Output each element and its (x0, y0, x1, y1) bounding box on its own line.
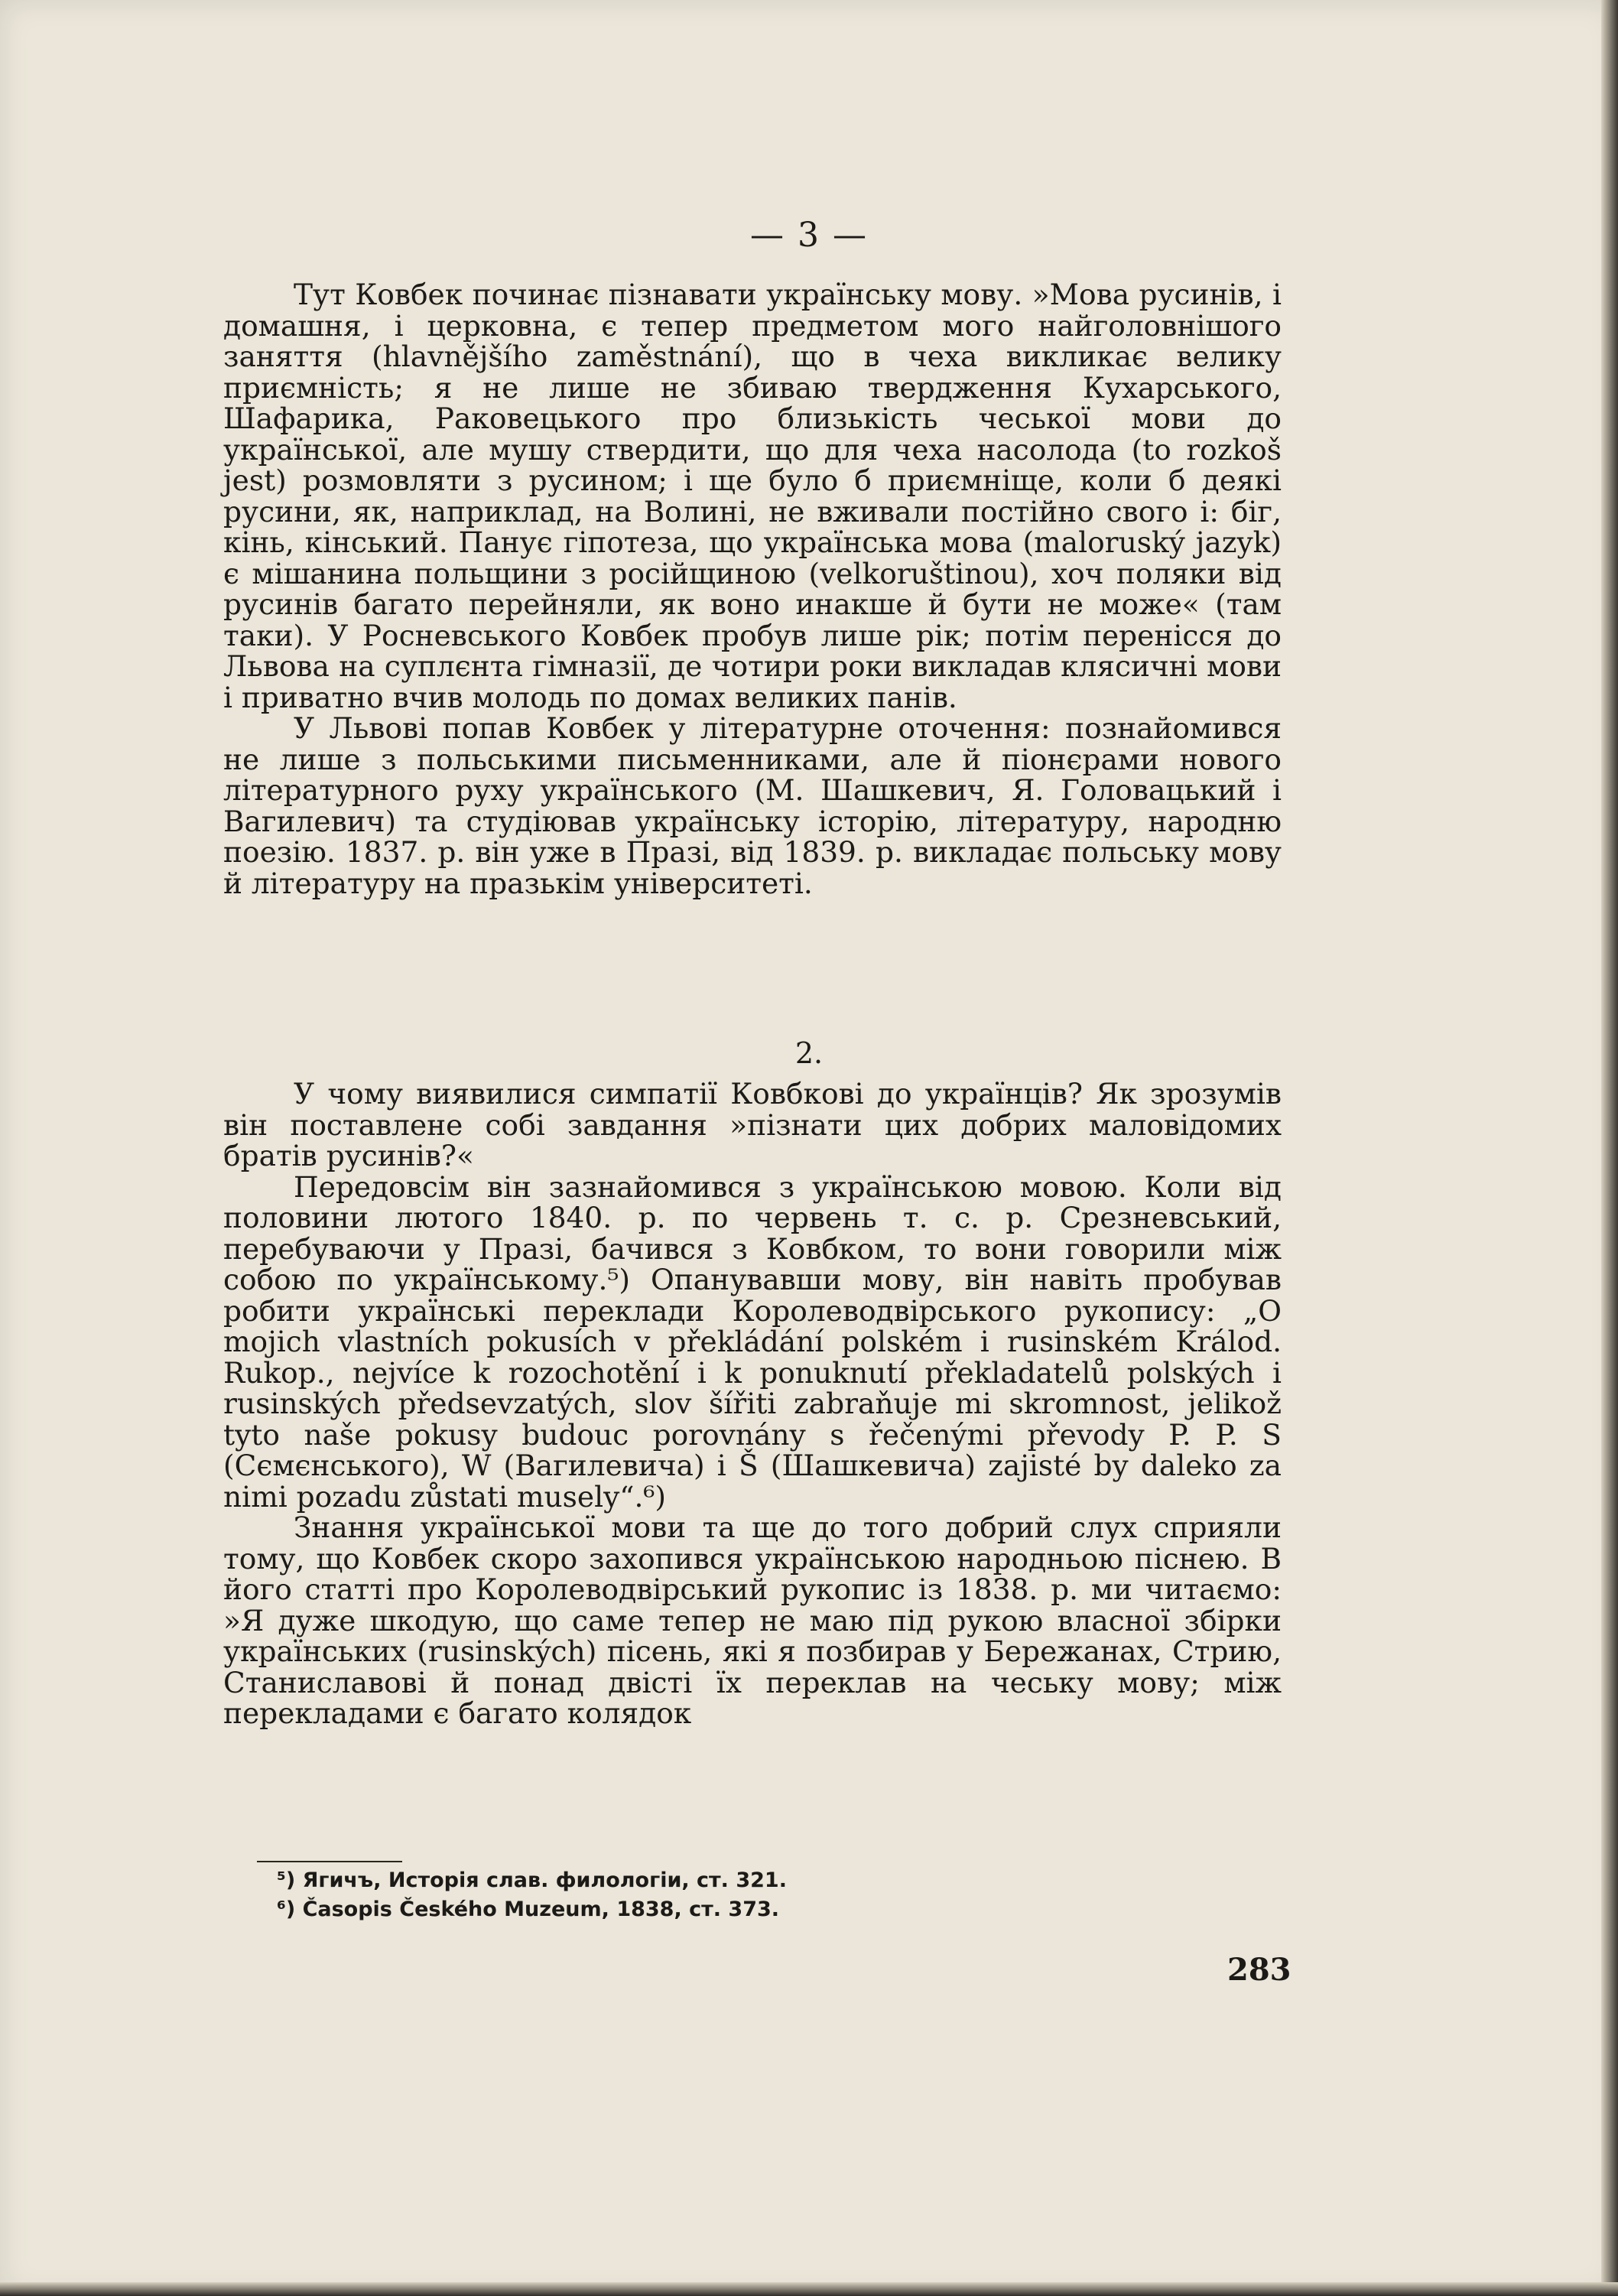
page-marker: — 3 — (750, 216, 868, 255)
section-1-text (223, 279, 1282, 899)
footnotes (277, 1866, 1194, 1924)
paragraph: Передовсім він зазнайомився з українською мовою. Коли від половини лютого 1840. р. по червень т. с. р. Срезневський, перебуваючи у Празі, бачився з Ковбком, то вони говорили між собою по українському.⁵) Опанувавши мову, він навіть пробував робити українські переклади Королеводвірського рукопису: „O mojich vlastních pokusích v překládání polském i rusinském Králod. Rukop., nejvíce k rozochotění i k ponuknutí překladatelů polských i rusinských předsevzatých, slov šířiti zabraňuje mi skromnost, jelikož tyto naše pokusy budouc porovnány s řečenými převody P. P. S (Сємєнського), W (Вагилевича) і Š (Шашкевича) zajisté by daleko za nimi pozadu zůstati musely“.⁶) (223, 1169, 1282, 1514)
paragraph: Тут Ковбек починає пізнавати українську мову. »Мова русинів, і домашня, і церковна, є тепер предметом мого найголовнішого заняття (hlavnějšího zaměstnání), що в чеха викликає велику приємність; я не лише не збиваю твердження Кухарського, Шафарика, Раковецького про близькість чеської мови до української, але мушу ствердити, що для чеха насолода (to rozkoš jest) розмовляти з русином; і ще було б приємніще, коли б деякі русини, як, наприклад, на Волині, не вживали постійно свого і: біг, кінь, кінський. Панує гіпотеза, що українська мова (maloruský jazyk) є мішанина польщини з російщиною (velkoruštinou), хоч поляки від русинів багато перейняли, як воно инакше й бути не може« (там таки). У Росневського Ковбек пробув лише рік; потім перенісся до Львова на суплєнта гімназії, де чотири роки викладав клясичні мови і приватно вчив молодь по домах великих панів. (223, 278, 1282, 714)
section-number: 2. (794, 1036, 824, 1070)
footnote: ⁵) Ягичъ, Исторія слав. филологіи, ст. 321. (277, 1868, 787, 1892)
footnote: ⁶) Časopis Českého Muzeum, 1838, ст. 373. (277, 1898, 780, 1921)
scan-edge-right (1601, 0, 1618, 2296)
paragraph: Знання української мови та ще до того добрий слух сприяли тому, що Ковбек скоро захопився українською народньою піснею. В його статті про Королеводвірський рукопис із 1838. р. ми читаємо: »Я дуже шкодую, що саме тепер не маю під рукою власної збірки українських (rusinských) пісень, які я позбирав у Бережанах, Стрию, Станиславові й понад двісті їх переклав на чеську мову; між перекладами є багато колядок (223, 1511, 1282, 1730)
page-number: 283 (1227, 1952, 1291, 1988)
section-2-text (223, 1078, 1282, 1729)
paragraph: У чому виявилися симпатії Ковбкові до українців? Як зрозумів він поставлене собі завдання »пізнати цих добрих маловідомих братів русинів?« (223, 1077, 1282, 1172)
footnote-divider (257, 1861, 402, 1862)
scan-edge-bottom (0, 2282, 1618, 2296)
paragraph: У Львові попав Ковбек у літературне оточення: познайомився не лише з польськими письменниками, але й піонєрами нового літературного руху українського (М. Шашкевич, Я. Головацький і Вагилевич) та студіював українську історію, літературу, народню поезію. 1837. р. він уже в Празі, від 1839. р. викладає польську мову й літературу на празькім університеті. (223, 711, 1282, 900)
